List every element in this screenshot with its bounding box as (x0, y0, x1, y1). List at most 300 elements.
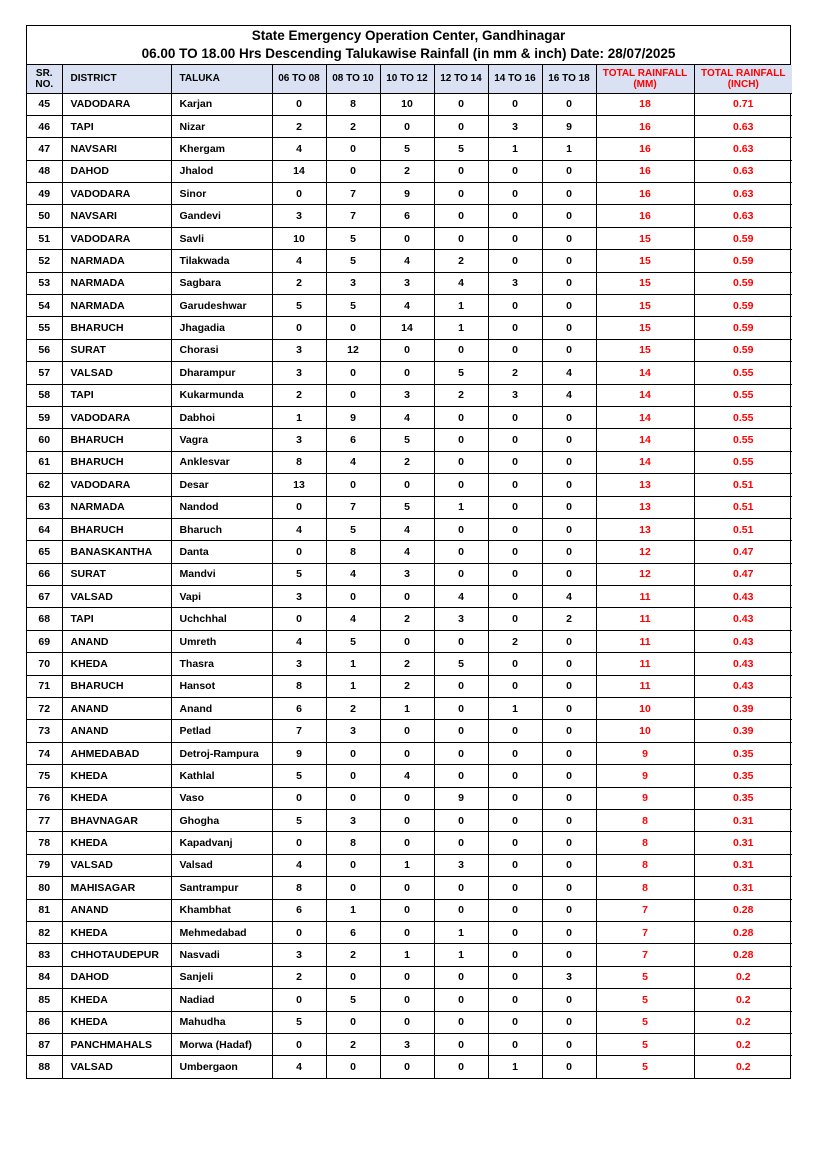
cell-taluka: Ghogha (171, 810, 272, 832)
cell-rain-08-10: 5 (326, 295, 380, 317)
col-header-total-inch (694, 65, 792, 93)
cell-rain-10-12: 0 (380, 115, 434, 137)
cell-sr-no: 54 (27, 295, 62, 317)
table-row (27, 586, 792, 608)
cell-rain-14-16: 0 (488, 586, 542, 608)
cell-rain-10-12: 3 (380, 563, 434, 585)
cell-rain-12-14: 0 (434, 1011, 488, 1033)
cell-rain-10-12: 3 (380, 272, 434, 294)
cell-rain-10-12: 0 (380, 966, 434, 988)
cell-taluka: Nadiad (171, 989, 272, 1011)
table-row (27, 765, 792, 787)
cell-rain-16-18: 0 (542, 563, 596, 585)
cell-rain-14-16: 0 (488, 160, 542, 182)
cell-total-mm: 7 (596, 899, 694, 921)
cell-sr-no: 61 (27, 451, 62, 473)
table-row (27, 698, 792, 720)
cell-rain-08-10: 0 (326, 765, 380, 787)
cell-district: ANAND (62, 630, 171, 652)
cell-rain-12-14: 9 (434, 787, 488, 809)
cell-rain-14-16: 0 (488, 765, 542, 787)
cell-rain-12-14: 1 (434, 921, 488, 943)
cell-district: BANASKANTHA (62, 541, 171, 563)
cell-rain-16-18: 0 (542, 205, 596, 227)
col-header-sr (27, 65, 62, 93)
cell-sr-no: 50 (27, 205, 62, 227)
cell-taluka: Tilakwada (171, 250, 272, 272)
cell-district: NARMADA (62, 250, 171, 272)
cell-sr-no: 87 (27, 1033, 62, 1055)
cell-taluka: Vagra (171, 429, 272, 451)
cell-taluka: Jhagadia (171, 317, 272, 339)
cell-taluka: Desar (171, 474, 272, 496)
cell-sr-no: 56 (27, 339, 62, 361)
cell-taluka: Kapadvanj (171, 832, 272, 854)
cell-rain-14-16: 0 (488, 183, 542, 205)
cell-rain-10-12: 6 (380, 205, 434, 227)
cell-sr-no: 77 (27, 810, 62, 832)
cell-rain-14-16: 3 (488, 115, 542, 137)
cell-district: CHHOTAUDEPUR (62, 944, 171, 966)
cell-rain-12-14: 0 (434, 429, 488, 451)
col-header-16-18: 16 TO 18 (542, 65, 596, 93)
cell-rain-06-08: 3 (272, 653, 326, 675)
cell-rain-06-08: 5 (272, 295, 326, 317)
cell-rain-12-14: 1 (434, 317, 488, 339)
cell-sr-no: 84 (27, 966, 62, 988)
cell-total-inch: 0.28 (694, 921, 792, 943)
cell-rain-12-14: 5 (434, 362, 488, 384)
cell-rain-08-10: 0 (326, 474, 380, 496)
cell-sr-no: 85 (27, 989, 62, 1011)
cell-rain-16-18: 0 (542, 496, 596, 518)
cell-rain-08-10: 0 (326, 854, 380, 876)
table-row (27, 138, 792, 160)
cell-district: KHEDA (62, 653, 171, 675)
cell-rain-10-12: 0 (380, 227, 434, 249)
cell-taluka: Vaso (171, 787, 272, 809)
cell-rain-16-18: 0 (542, 429, 596, 451)
cell-sr-no: 73 (27, 720, 62, 742)
cell-taluka: Mahudha (171, 1011, 272, 1033)
cell-total-inch: 0.63 (694, 115, 792, 137)
cell-district: NAVSARI (62, 205, 171, 227)
cell-rain-16-18: 0 (542, 317, 596, 339)
cell-district: DAHOD (62, 160, 171, 182)
cell-district: BHARUCH (62, 675, 171, 697)
cell-sr-no: 67 (27, 586, 62, 608)
cell-district: AHMEDABAD (62, 742, 171, 764)
cell-district: NARMADA (62, 496, 171, 518)
cell-total-mm: 14 (596, 451, 694, 473)
cell-rain-08-10: 4 (326, 563, 380, 585)
cell-rain-12-14: 0 (434, 675, 488, 697)
cell-rain-08-10: 0 (326, 877, 380, 899)
cell-sr-no: 65 (27, 541, 62, 563)
cell-total-mm: 13 (596, 474, 694, 496)
table-row (27, 115, 792, 137)
cell-taluka: Petlad (171, 720, 272, 742)
cell-total-inch: 0.35 (694, 742, 792, 764)
table-row (27, 966, 792, 988)
cell-district: MAHISAGAR (62, 877, 171, 899)
cell-rain-08-10: 4 (326, 608, 380, 630)
cell-rain-06-08: 0 (272, 541, 326, 563)
col-header-08-10: 08 TO 10 (326, 65, 380, 93)
cell-rain-14-16: 3 (488, 272, 542, 294)
cell-rain-14-16: 0 (488, 944, 542, 966)
cell-rain-16-18: 0 (542, 541, 596, 563)
cell-rain-10-12: 5 (380, 429, 434, 451)
cell-sr-no: 62 (27, 474, 62, 496)
cell-rain-12-14: 1 (434, 295, 488, 317)
cell-district: VALSAD (62, 1056, 171, 1078)
cell-rain-14-16: 0 (488, 921, 542, 943)
cell-rain-06-08: 0 (272, 921, 326, 943)
cell-total-inch: 0.47 (694, 541, 792, 563)
cell-rain-12-14: 0 (434, 205, 488, 227)
cell-rain-12-14: 0 (434, 183, 488, 205)
cell-total-inch: 0.31 (694, 854, 792, 876)
cell-total-mm: 12 (596, 563, 694, 585)
cell-total-mm: 15 (596, 317, 694, 339)
cell-rain-08-10: 4 (326, 451, 380, 473)
cell-total-mm: 15 (596, 295, 694, 317)
cell-rain-10-12: 0 (380, 1011, 434, 1033)
cell-district: SURAT (62, 339, 171, 361)
cell-total-mm: 5 (596, 966, 694, 988)
cell-rain-08-10: 0 (326, 742, 380, 764)
cell-rain-12-14: 0 (434, 541, 488, 563)
cell-rain-10-12: 10 (380, 93, 434, 115)
cell-rain-10-12: 4 (380, 295, 434, 317)
table-row (27, 1056, 792, 1078)
cell-rain-06-08: 8 (272, 877, 326, 899)
cell-sr-no: 71 (27, 675, 62, 697)
cell-rain-12-14: 0 (434, 227, 488, 249)
cell-rain-10-12: 2 (380, 675, 434, 697)
cell-rain-16-18: 0 (542, 698, 596, 720)
cell-total-inch: 0.31 (694, 877, 792, 899)
cell-rain-08-10: 5 (326, 518, 380, 540)
cell-total-mm: 14 (596, 429, 694, 451)
cell-rain-08-10: 0 (326, 1011, 380, 1033)
table-row (27, 541, 792, 563)
col-header-total-mm-l1: TOTAL RAINFALL (602, 67, 688, 79)
cell-rain-08-10: 8 (326, 93, 380, 115)
cell-rain-08-10: 8 (326, 541, 380, 563)
cell-rain-06-08: 4 (272, 630, 326, 652)
cell-rain-14-16: 0 (488, 899, 542, 921)
cell-sr-no: 81 (27, 899, 62, 921)
cell-sr-no: 52 (27, 250, 62, 272)
cell-total-inch: 0.55 (694, 406, 792, 428)
cell-rain-10-12: 0 (380, 877, 434, 899)
cell-rain-12-14: 0 (434, 765, 488, 787)
cell-rain-16-18: 0 (542, 944, 596, 966)
cell-rain-10-12: 3 (380, 384, 434, 406)
cell-total-mm: 16 (596, 160, 694, 182)
cell-rain-12-14: 0 (434, 720, 488, 742)
cell-taluka: Hansot (171, 675, 272, 697)
cell-district: KHEDA (62, 1011, 171, 1033)
cell-total-inch: 0.63 (694, 205, 792, 227)
cell-district: VALSAD (62, 854, 171, 876)
cell-rain-16-18: 0 (542, 272, 596, 294)
cell-total-mm: 12 (596, 541, 694, 563)
cell-rain-10-12: 0 (380, 720, 434, 742)
table-row (27, 362, 792, 384)
cell-rain-12-14: 0 (434, 742, 488, 764)
cell-sr-no: 58 (27, 384, 62, 406)
cell-sr-no: 74 (27, 742, 62, 764)
cell-rain-14-16: 0 (488, 339, 542, 361)
cell-taluka: Santrampur (171, 877, 272, 899)
cell-rain-12-14: 2 (434, 384, 488, 406)
cell-rain-14-16: 0 (488, 742, 542, 764)
cell-total-mm: 11 (596, 586, 694, 608)
cell-total-mm: 8 (596, 854, 694, 876)
cell-total-inch: 0.63 (694, 160, 792, 182)
cell-rain-06-08: 5 (272, 810, 326, 832)
cell-sr-no: 82 (27, 921, 62, 943)
cell-rain-06-08: 3 (272, 429, 326, 451)
cell-district: VADODARA (62, 183, 171, 205)
cell-rain-08-10: 5 (326, 989, 380, 1011)
cell-total-inch: 0.51 (694, 496, 792, 518)
cell-district: PANCHMAHALS (62, 1033, 171, 1055)
table-row (27, 429, 792, 451)
cell-district: BHARUCH (62, 317, 171, 339)
cell-rain-14-16: 0 (488, 832, 542, 854)
cell-rain-06-08: 3 (272, 944, 326, 966)
cell-rain-06-08: 0 (272, 183, 326, 205)
cell-total-inch: 0.2 (694, 1033, 792, 1055)
cell-taluka: Garudeshwar (171, 295, 272, 317)
table-row (27, 989, 792, 1011)
cell-total-inch: 0.35 (694, 765, 792, 787)
cell-rain-12-14: 0 (434, 1056, 488, 1078)
col-header-taluka: TALUKA (171, 65, 272, 93)
cell-rain-08-10: 1 (326, 899, 380, 921)
cell-rain-14-16: 0 (488, 1033, 542, 1055)
cell-total-inch: 0.43 (694, 586, 792, 608)
cell-total-mm: 15 (596, 339, 694, 361)
cell-total-inch: 0.43 (694, 630, 792, 652)
cell-total-mm: 15 (596, 227, 694, 249)
cell-rain-06-08: 4 (272, 250, 326, 272)
cell-total-inch: 0.28 (694, 899, 792, 921)
cell-rain-16-18: 0 (542, 250, 596, 272)
cell-sr-no: 48 (27, 160, 62, 182)
cell-taluka: Gandevi (171, 205, 272, 227)
cell-rain-16-18: 0 (542, 227, 596, 249)
cell-sr-no: 46 (27, 115, 62, 137)
table-row (27, 653, 792, 675)
col-header-10-12: 10 TO 12 (380, 65, 434, 93)
cell-rain-08-10: 1 (326, 653, 380, 675)
cell-rain-16-18: 0 (542, 339, 596, 361)
cell-rain-10-12: 4 (380, 518, 434, 540)
cell-rain-10-12: 2 (380, 653, 434, 675)
cell-district: VALSAD (62, 362, 171, 384)
cell-taluka: Umreth (171, 630, 272, 652)
col-header-total-inch-l2: (INCH) (727, 78, 759, 90)
cell-district: TAPI (62, 384, 171, 406)
cell-taluka: Danta (171, 541, 272, 563)
cell-rain-06-08: 0 (272, 989, 326, 1011)
cell-rain-10-12: 1 (380, 698, 434, 720)
cell-rain-14-16: 0 (488, 720, 542, 742)
cell-rain-08-10: 2 (326, 115, 380, 137)
cell-rain-10-12: 2 (380, 608, 434, 630)
cell-district: ANAND (62, 720, 171, 742)
cell-total-mm: 10 (596, 698, 694, 720)
cell-rain-16-18: 0 (542, 93, 596, 115)
cell-district: TAPI (62, 115, 171, 137)
cell-taluka: Sinor (171, 183, 272, 205)
cell-total-mm: 15 (596, 272, 694, 294)
cell-taluka: Anklesvar (171, 451, 272, 473)
cell-total-inch: 0.2 (694, 1056, 792, 1078)
cell-total-inch: 0.43 (694, 608, 792, 630)
title-line-2: 06.00 TO 18.00 Hrs Descending Talukawise Rainfall (in mm & inch) Date: 28/07/2025 (141, 46, 676, 61)
cell-rain-14-16: 0 (488, 496, 542, 518)
cell-rain-12-14: 0 (434, 115, 488, 137)
cell-total-inch: 0.55 (694, 384, 792, 406)
cell-taluka: Valsad (171, 854, 272, 876)
cell-district: VADODARA (62, 93, 171, 115)
cell-rain-06-08: 3 (272, 339, 326, 361)
cell-rain-08-10: 0 (326, 160, 380, 182)
cell-rain-12-14: 1 (434, 496, 488, 518)
cell-total-mm: 7 (596, 921, 694, 943)
table-row (27, 944, 792, 966)
report-title (27, 26, 790, 65)
cell-taluka: Mehmedabad (171, 921, 272, 943)
cell-rain-14-16: 0 (488, 877, 542, 899)
cell-total-inch: 0.63 (694, 183, 792, 205)
cell-rain-08-10: 3 (326, 810, 380, 832)
cell-rain-16-18: 0 (542, 765, 596, 787)
cell-sr-no: 69 (27, 630, 62, 652)
cell-rain-14-16: 1 (488, 1056, 542, 1078)
cell-rain-14-16: 2 (488, 362, 542, 384)
cell-sr-no: 68 (27, 608, 62, 630)
cell-rain-08-10: 8 (326, 832, 380, 854)
cell-sr-no: 88 (27, 1056, 62, 1078)
cell-taluka: Chorasi (171, 339, 272, 361)
cell-rain-10-12: 0 (380, 474, 434, 496)
cell-total-mm: 11 (596, 653, 694, 675)
cell-rain-14-16: 0 (488, 406, 542, 428)
cell-rain-06-08: 0 (272, 1033, 326, 1055)
cell-rain-06-08: 2 (272, 272, 326, 294)
cell-rain-06-08: 0 (272, 93, 326, 115)
cell-rain-14-16: 0 (488, 227, 542, 249)
cell-rain-12-14: 0 (434, 563, 488, 585)
cell-rain-10-12: 14 (380, 317, 434, 339)
cell-rain-06-08: 0 (272, 787, 326, 809)
cell-rain-10-12: 0 (380, 832, 434, 854)
cell-rain-16-18: 0 (542, 787, 596, 809)
cell-sr-no: 66 (27, 563, 62, 585)
cell-rain-16-18: 0 (542, 877, 596, 899)
table-row (27, 496, 792, 518)
cell-total-mm: 5 (596, 989, 694, 1011)
cell-rain-10-12: 0 (380, 586, 434, 608)
cell-total-inch: 0.35 (694, 787, 792, 809)
cell-rain-10-12: 4 (380, 765, 434, 787)
cell-rain-08-10: 7 (326, 496, 380, 518)
cell-total-mm: 16 (596, 138, 694, 160)
cell-total-inch: 0.39 (694, 698, 792, 720)
cell-rain-12-14: 0 (434, 93, 488, 115)
cell-rain-06-08: 3 (272, 362, 326, 384)
cell-total-inch: 0.59 (694, 317, 792, 339)
cell-rain-14-16: 0 (488, 1011, 542, 1033)
cell-district: NARMADA (62, 295, 171, 317)
cell-taluka: Uchchhal (171, 608, 272, 630)
cell-total-mm: 18 (596, 93, 694, 115)
cell-rain-08-10: 2 (326, 698, 380, 720)
table-row (27, 630, 792, 652)
cell-rain-16-18: 0 (542, 1056, 596, 1078)
cell-taluka: Dharampur (171, 362, 272, 384)
cell-rain-08-10: 1 (326, 675, 380, 697)
cell-rain-10-12: 5 (380, 138, 434, 160)
table-row (27, 93, 792, 115)
col-header-district: DISTRICT (62, 65, 171, 93)
cell-rain-14-16: 0 (488, 810, 542, 832)
cell-rain-08-10: 2 (326, 944, 380, 966)
cell-rain-10-12: 5 (380, 496, 434, 518)
cell-taluka: Nandod (171, 496, 272, 518)
cell-district: VALSAD (62, 586, 171, 608)
cell-district: ANAND (62, 899, 171, 921)
cell-rain-16-18: 0 (542, 295, 596, 317)
cell-rain-14-16: 0 (488, 250, 542, 272)
cell-rain-08-10: 0 (326, 138, 380, 160)
cell-rain-06-08: 8 (272, 451, 326, 473)
cell-district: KHEDA (62, 765, 171, 787)
table-row (27, 854, 792, 876)
cell-total-inch: 0.2 (694, 966, 792, 988)
cell-rain-12-14: 5 (434, 653, 488, 675)
cell-total-inch: 0.51 (694, 474, 792, 496)
cell-rain-06-08: 2 (272, 966, 326, 988)
table-row (27, 608, 792, 630)
cell-rain-10-12: 0 (380, 921, 434, 943)
cell-rain-08-10: 2 (326, 1033, 380, 1055)
cell-rain-06-08: 0 (272, 832, 326, 854)
cell-rain-16-18: 0 (542, 518, 596, 540)
cell-rain-10-12: 0 (380, 1056, 434, 1078)
cell-total-inch: 0.39 (694, 720, 792, 742)
cell-total-inch: 0.51 (694, 518, 792, 540)
cell-rain-12-14: 0 (434, 160, 488, 182)
cell-sr-no: 59 (27, 406, 62, 428)
cell-total-mm: 11 (596, 675, 694, 697)
cell-total-mm: 8 (596, 832, 694, 854)
cell-district: VADODARA (62, 227, 171, 249)
cell-rain-08-10: 12 (326, 339, 380, 361)
cell-rain-08-10: 5 (326, 250, 380, 272)
table-row (27, 1033, 792, 1055)
cell-rain-12-14: 5 (434, 138, 488, 160)
rainfall-report (26, 25, 791, 1079)
table-row (27, 406, 792, 428)
